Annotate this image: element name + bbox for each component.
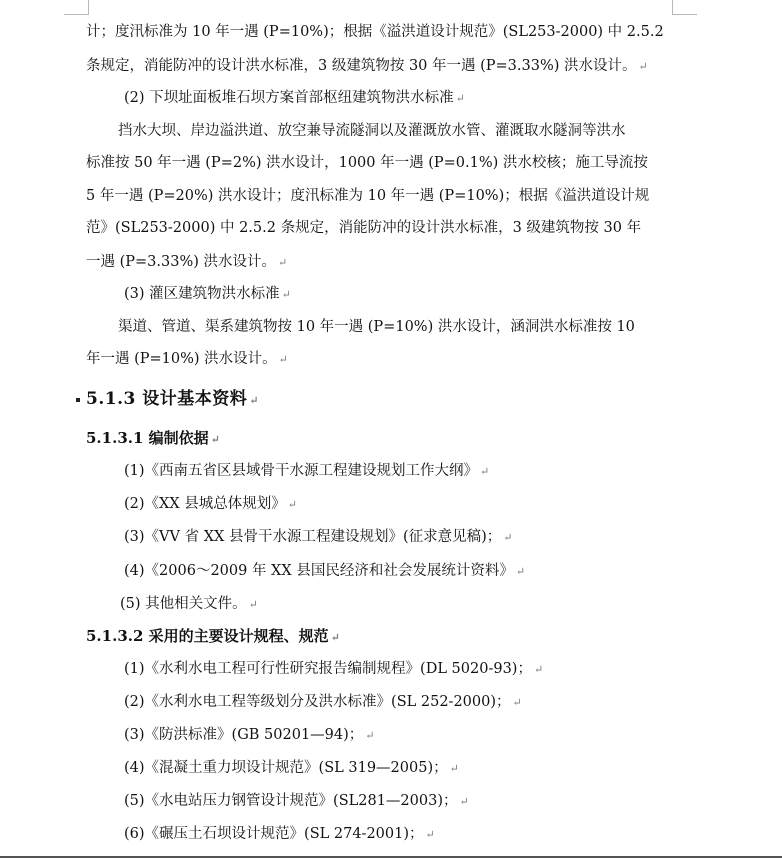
- paragraph-mark-icon: ↵: [278, 353, 288, 366]
- body-line: 一遇 (P=3.33%) 洪水设计。 ↵: [86, 254, 288, 270]
- list-item: (6)《碾压土石坝设计规范》(SL 274-2001)； ↵: [124, 826, 435, 842]
- subsection-heading: 5.1.3.2 采用的主要设计规程、规范 ↵: [86, 627, 340, 645]
- paragraph-mark-icon: ↵: [330, 631, 340, 644]
- paragraph-mark-icon: ↵: [480, 465, 490, 478]
- body-line: 渠道、管道、渠系建筑物按 10 年一遇 (P=10%) 洪水设计，涵洞洪水标准按 10: [118, 319, 635, 335]
- list-item: (5) 其他相关文件。 ↵: [120, 596, 258, 612]
- section-heading: 5.1.3 设计基本资料 ↵: [86, 389, 259, 409]
- paragraph-mark-icon: ↵: [533, 663, 544, 676]
- body-line: 条规定，消能防冲的设计洪水标准，3 级建筑物按 30 年一遇 (P=3.33%) 洪水设计。 ↵: [86, 58, 648, 74]
- list-item: (2)《XX 县城总体规划》 ↵: [124, 496, 298, 512]
- paragraph-mark-icon: ↵: [425, 828, 435, 841]
- paragraph-mark-icon: ↵: [459, 795, 469, 808]
- subheading-line: (2) 下坝址面板堆石坝方案首部枢纽建筑物洪水标准 ↵: [124, 90, 465, 106]
- paragraph-mark-icon: ↵: [638, 60, 648, 73]
- paragraph-mark-icon: ↵: [278, 256, 288, 269]
- body-line: 5 年一遇 (P=20%) 洪水设计；度汛标准为 10 年一遇 (P=10%)；根据《溢洪道设计规: [86, 188, 650, 204]
- list-item: (2)《水利水电工程等级划分及洪水标准》(SL 252-2000)； ↵: [124, 694, 522, 710]
- paragraph-mark-icon: ↵: [503, 531, 513, 544]
- list-item: (1)《水利水电工程可行性研究报告编制规程》(DL 5020-93)； ↵: [124, 661, 544, 677]
- list-item: (3)《防洪标准》(GB 50201—94)； ↵: [124, 727, 375, 743]
- paragraph-mark-icon: ↵: [248, 598, 258, 611]
- list-item: (4)《2006～2009 年 XX 县国民经济和社会发展统计资料》 ↵: [124, 563, 526, 579]
- right-margin-corner-mark: [672, 0, 697, 15]
- paragraph-mark-icon: ↵: [281, 288, 291, 301]
- body-line: 计；度汛标准为 10 年一遇 (P=10%)；根据《溢洪道设计规范》(SL253-2000) 中 2.5.2: [86, 24, 664, 40]
- body-line: 挡水大坝、岸边溢洪道、放空兼导流隧洞以及灌溉放水管、灌溉取水隧洞等洪水: [118, 123, 626, 139]
- subsection-heading: 5.1.3.1 编制依据 ↵: [86, 429, 220, 447]
- list-item: (1)《西南五省区县域骨干水源工程建设规划工作大纲》 ↵: [124, 463, 490, 479]
- list-item: (5)《水电站压力钢管设计规范》(SL281—2003)； ↵: [124, 793, 469, 809]
- body-line: 年一遇 (P=10%) 洪水设计。 ↵: [86, 351, 288, 367]
- list-item: (4)《混凝土重力坝设计规范》(SL 319—2005)； ↵: [124, 760, 459, 776]
- paragraph-mark-icon: ↵: [287, 498, 298, 511]
- paragraph-mark-icon: ↵: [512, 696, 522, 709]
- paragraph-mark-icon: ↵: [515, 565, 526, 578]
- body-line: 标准按 50 年一遇 (P=2%) 洪水设计，1000 年一遇 (P=0.1%) 洪水校核；施工导流按: [86, 155, 648, 171]
- heading-bullet-icon: [76, 398, 80, 402]
- body-line: 范》(SL253-2000) 中 2.5.2 条规定，消能防冲的设计洪水标准，3 级建筑物按 30 年: [86, 220, 642, 236]
- paragraph-mark-icon: ↵: [455, 92, 465, 105]
- paragraph-mark-icon: ↵: [365, 729, 375, 742]
- paragraph-mark-icon: ↵: [249, 394, 259, 407]
- page-bottom-border: [0, 856, 782, 858]
- paragraph-mark-icon: ↵: [210, 433, 220, 446]
- subheading-line: (3) 灌区建筑物洪水标准 ↵: [124, 286, 291, 302]
- left-margin-corner-mark: [64, 0, 89, 15]
- list-item: (3)《VV 省 XX 县骨干水源工程建设规划》(征求意见稿)； ↵: [124, 529, 513, 545]
- paragraph-mark-icon: ↵: [449, 762, 459, 775]
